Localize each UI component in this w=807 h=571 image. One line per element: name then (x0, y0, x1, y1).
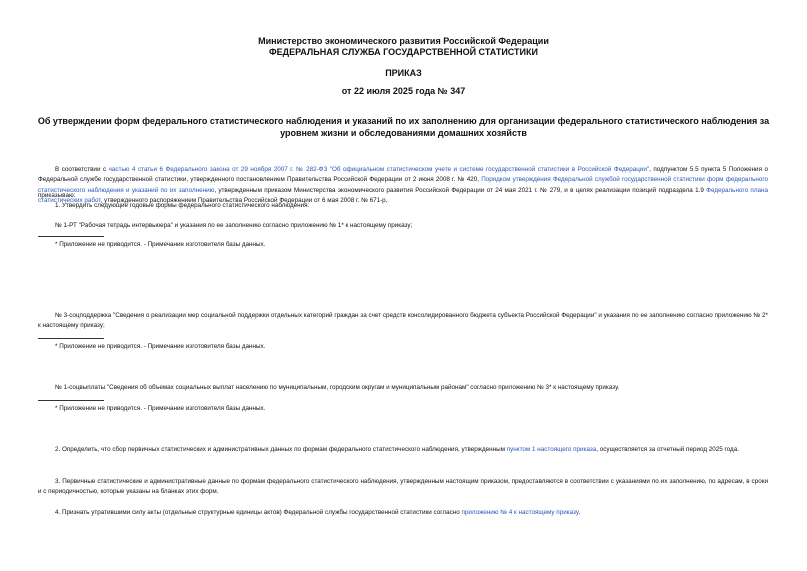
item-3: 3. Первичные статистические и административные данные по формам федерального статистического наблюдения, утвержденным настоящим приказом, предоставляются в соответствии с указаниями по их заполнению, по адресам, в сроки и с периодичностью, которые указаны на бланках этих форм. (38, 478, 768, 496)
footnote: * Приложение не приводится. - Примечание изготовителя базы данных. (55, 241, 266, 248)
footnote-divider (38, 338, 104, 339)
document-type: ПРИКАЗ (385, 68, 422, 78)
footnote: * Приложение не приводится. - Примечание изготовителя базы данных. (55, 405, 266, 412)
preamble-text: , утвержденным приказом Министерства экономического развития Российской Федерации от 24 мая 2021 г. № 279, и в целях реализации позиций подраздела 1.9 (214, 186, 707, 194)
item-2-text: , осуществляется за отчетный период 2025 года. (596, 446, 739, 453)
item-4-text: 4. Признать утратившими силу акты (отдельные структурные единицы актов) Федеральной службы государственной статистики согласно (55, 509, 462, 516)
service-heading: ФЕДЕРАЛЬНАЯ СЛУЖБА ГОСУДАРСТВЕННОЙ СТАТИСТИКИ (269, 47, 538, 57)
appendix-4-link[interactable]: приложению № 4 к настоящему приказу (461, 509, 579, 516)
preamble-text: В соответствии с (55, 166, 109, 173)
item-4 (38, 508, 768, 518)
form-3-socsupport: № 3-соцподдержка "Сведения о реализации мер социальной поддержки отдельных категорий граждан за счет средств консолидированного бюджета субъекта Российской Федерации" и указания по ее заполнению согласно приложению № 2* к настоящему приказу; (38, 312, 768, 330)
approval-procedure-link[interactable]: Порядком утверждения Федеральной службой государственной статистики форм федерального статистического наблюдения и указаний по их заполнению (38, 176, 768, 194)
item-1-intro: 1. Утвердить следующие годовые формы федерального статистического наблюдения: (55, 202, 310, 209)
preamble-text: , подпунктом 5.5 пункта 5 Положения о Федеральной службе государственной статистики, утвержденного постановлением Правительства Российской Федерации от 2 июня 2008 г. № 420, (38, 166, 768, 184)
footnote-divider (38, 400, 104, 401)
preamble-text: , утвержденного распоряжением Правительства Российской Федерации от 6 мая 2008 г. № 671-р, (100, 197, 388, 205)
item-2-text: 2. Определить, что сбор первичных статистических и административных данных по формам федерального статистического наблюдения, утвержденным (55, 446, 507, 453)
item-4-text: . (578, 509, 581, 516)
statistical-plan-link[interactable]: Федерального плана статистических работ (38, 186, 768, 205)
order-word: приказываю: (38, 192, 76, 199)
federal-law-link[interactable]: частью 4 статьи 6 Федерального закона от 29 ноября 2007 г. № 282-ФЗ "Об официальном статистическом учете и системе государственной статистики в Российской Федерации" (108, 166, 650, 173)
item-2 (38, 445, 768, 455)
form-1-rt: № 1-РТ "Рабочая тетрадь интервьюера" и указания по ее заполнению согласно приложению № 1* к настоящему приказу; (55, 222, 413, 229)
ministry-heading: Министерство экономического развития Российской Федерации (258, 36, 549, 46)
footnote: * Приложение не приводится. - Примечание изготовителя базы данных. (55, 343, 266, 350)
footnote-divider (38, 236, 104, 237)
form-1-socpayments: № 1-соцвыплаты "Сведения об объемах социальных выплат населению по муниципальным, городским округам и муниципальным районам" согласно приложению № 3* к настоящему приказу. (55, 384, 620, 391)
date-number: от 22 июля 2025 года № 347 (341, 86, 466, 96)
item-1-link[interactable]: пунктом 1 настоящего приказа (506, 446, 597, 453)
document-title: Об утверждении форм федерального статистического наблюдения и указаний по их заполнению для организации федерального статистического наблюдения за уровнем жизни и обследованиями домашних хозяйств (37, 116, 770, 138)
